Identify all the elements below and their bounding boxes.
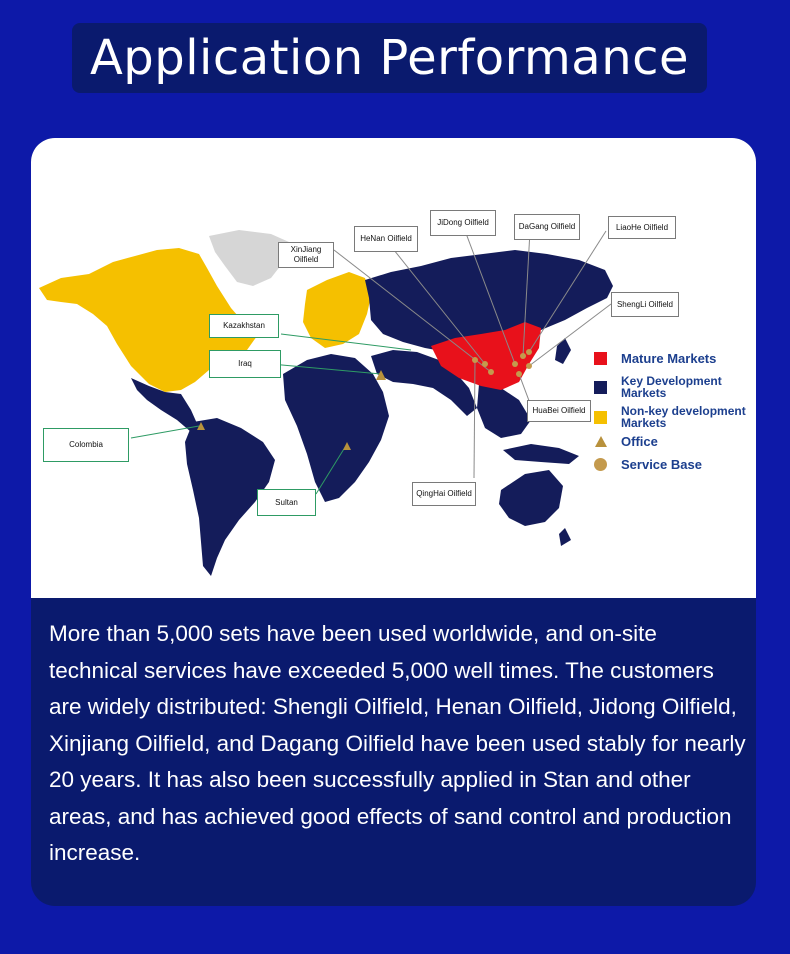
- legend-key-label: Key Development Markets: [621, 374, 722, 400]
- europe-region: [303, 272, 371, 348]
- legend-office: [594, 435, 753, 448]
- service-dot-icon: [594, 458, 607, 471]
- callout-colombia: Colombia: [43, 428, 129, 462]
- office-swatch: [594, 435, 607, 448]
- callout-kazakhstan: Kazakhstan: [209, 314, 279, 338]
- legend-service-label: Service Base: [621, 456, 702, 472]
- callout-shengli: ShengLi Oilfield: [611, 292, 679, 317]
- map-legend: [594, 352, 753, 477]
- callout-henan: HeNan Oilfield: [354, 226, 418, 252]
- indonesia-region: [503, 444, 579, 464]
- southeast-asia-region: [477, 384, 531, 438]
- service-swatch: [594, 458, 607, 471]
- legend-mature: [594, 352, 753, 365]
- callout-dagang: DaGang Oilfield: [514, 214, 580, 240]
- callout-xinjiang: XinJiang Oilfield: [278, 242, 334, 268]
- callout-iraq: Iraq: [209, 350, 281, 378]
- australia-region: [499, 470, 563, 526]
- mature-swatch: [594, 352, 607, 365]
- callout-huabei: HuaBei Oilfield: [527, 400, 591, 422]
- office-triangle-icon: [595, 436, 607, 447]
- new-zealand-region: [559, 528, 571, 546]
- legend-nonkey-label: Non-key development Markets: [621, 404, 746, 430]
- legend-service: [594, 458, 753, 471]
- japan-region: [555, 338, 571, 364]
- callout-qinghai: QingHai Oilfield: [412, 482, 476, 506]
- nonkey-swatch: [594, 411, 607, 424]
- callout-sultan: Sultan: [257, 489, 316, 516]
- callout-jidong: JiDong Oilfield: [430, 210, 496, 236]
- key-swatch: [594, 381, 607, 394]
- legend-key: [594, 375, 753, 399]
- greenland-region: [209, 230, 289, 286]
- page-title: Application Performance: [89, 30, 690, 86]
- callout-liaohe: LiaoHe Oilfield: [608, 216, 676, 239]
- legend-nonkey: [594, 405, 753, 429]
- world-map: [31, 138, 756, 598]
- legend-mature-label: Mature Markets: [621, 350, 717, 366]
- description-text: More than 5,000 sets have been used worldwide, and on-site technical services have exceeded 5,000 well times. The customers are widely distributed: Shengli Oilfield, Henan Oilfield, Jidong Oilfield, Xinjiang Oilfield, and Dagang Oilfield have been used stably for nearly 20 years. It has also been successfully applied in Stan and other areas, and has achieved good effects of sand control and production increase.: [49, 621, 746, 865]
- legend-office-label: Office: [621, 433, 658, 449]
- content-card: [31, 138, 756, 906]
- africa-region: [283, 354, 389, 502]
- title-banner: [72, 23, 707, 93]
